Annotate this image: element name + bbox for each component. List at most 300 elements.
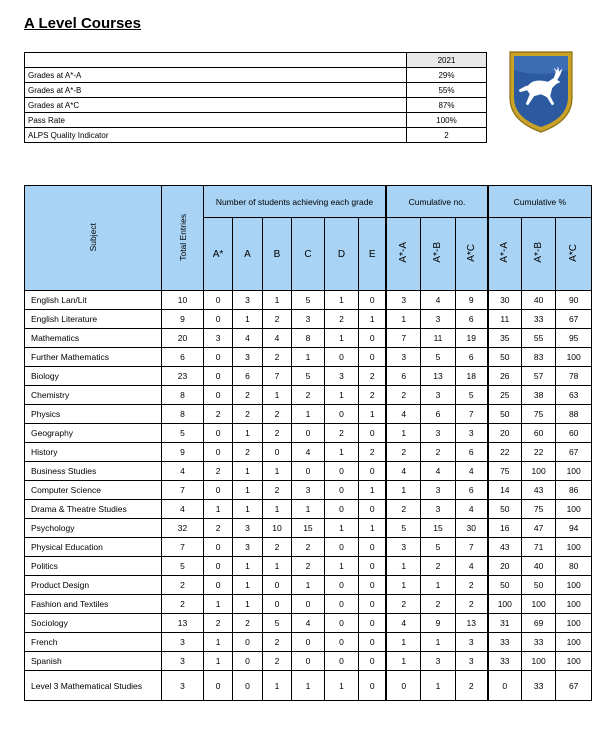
grade-count-cell: 0 [203,424,232,443]
summary-label: Grades at A*-A [25,68,407,83]
table-row [25,538,592,557]
grade-count-cell: 0 [359,462,386,481]
cumulative-no-cell: 7 [455,538,488,557]
cumulative-no-cell: 3 [421,424,456,443]
cumulative-no-cell: 3 [386,291,421,310]
cumulative-no-cell: 2 [455,671,488,701]
subject-cell: Drama & Theatre Studies [25,500,162,519]
cumulative-pct-cell: 0 [488,671,522,701]
grade-header: D [324,218,359,291]
subject-cell: Level 3 Mathematical Studies [25,671,162,701]
cumulative-pct-cell: 38 [521,386,556,405]
cumulative-no-cell: 7 [386,329,421,348]
grade-count-cell: 1 [292,671,325,701]
grade-count-cell: 2 [324,424,359,443]
grade-count-cell: 0 [203,557,232,576]
grade-count-cell: 0 [359,557,386,576]
grade-count-cell: 1 [262,557,291,576]
total-entries-cell: 4 [162,500,204,519]
cumulative-no-cell: 9 [421,614,456,633]
cum-no-header: A*-B [421,218,456,291]
cumulative-no-cell: 1 [386,652,421,671]
grade-count-cell: 2 [233,443,262,462]
grade-count-cell: 1 [233,595,262,614]
cum-pct-header: A*C [556,218,592,291]
subject-cell: Spanish [25,652,162,671]
grade-count-cell: 1 [233,462,262,481]
subject-cell: English Literature [25,310,162,329]
cumulative-no-cell: 4 [455,500,488,519]
page-title: A Level Courses [24,15,141,32]
cumulative-no-cell: 1 [386,424,421,443]
grade-count-cell: 0 [324,595,359,614]
cumulative-pct-cell: 33 [521,671,556,701]
cumulative-pct-cell: 20 [488,424,522,443]
grade-count-cell: 1 [292,576,325,595]
total-entries-cell: 8 [162,386,204,405]
cum-pct-header: A*-B [521,218,556,291]
summary-value: 100% [407,113,487,128]
grade-count-cell: 0 [203,443,232,462]
achieving-group-header: Number of students achieving each grade [203,186,386,218]
summary-label: ALPS Quality Indicator [25,128,407,143]
subject-header: Subject [25,186,162,291]
table-row [25,443,592,462]
total-entries-cell: 2 [162,576,204,595]
cumulative-pct-cell: 78 [556,367,592,386]
subject-cell: Sociology [25,614,162,633]
cumulative-pct-cell: 30 [488,291,522,310]
subject-cell: Computer Science [25,481,162,500]
total-entries-cell: 5 [162,557,204,576]
cumulative-no-cell: 6 [455,348,488,367]
cumulative-pct-cell: 60 [556,424,592,443]
grade-count-cell: 4 [233,329,262,348]
cumulative-no-cell: 5 [386,519,421,538]
grade-count-cell: 1 [292,500,325,519]
cumulative-no-cell: 3 [421,500,456,519]
grade-count-cell: 2 [292,538,325,557]
cum-pct-header: A*-A [488,218,522,291]
grade-count-cell: 2 [203,519,232,538]
cumulative-pct-cell: 63 [556,386,592,405]
grade-count-cell: 2 [359,386,386,405]
grade-count-cell: 1 [359,481,386,500]
cumulative-no-cell: 4 [455,557,488,576]
grade-count-cell: 0 [262,443,291,462]
cumulative-pct-cell: 100 [556,348,592,367]
grade-count-cell: 0 [324,576,359,595]
grade-count-cell: 1 [324,519,359,538]
grade-count-cell: 1 [292,348,325,367]
grade-count-cell: 5 [262,614,291,633]
grade-count-cell: 1 [233,576,262,595]
cumulative-pct-cell: 75 [521,405,556,424]
grade-count-cell: 1 [324,329,359,348]
cumulative-pct-cell: 100 [521,462,556,481]
grade-count-cell: 3 [233,519,262,538]
cumulative-pct-cell: 100 [521,652,556,671]
cumulative-pct-cell: 33 [488,652,522,671]
cumulative-pct-cell: 57 [521,367,556,386]
subject-cell: Geography [25,424,162,443]
grade-count-cell: 1 [233,557,262,576]
subject-cell: Product Design [25,576,162,595]
cumulative-pct-cell: 67 [556,443,592,462]
total-entries-cell: 32 [162,519,204,538]
total-entries-cell: 20 [162,329,204,348]
grade-count-cell: 2 [262,405,291,424]
cumulative-pct-cell: 80 [556,557,592,576]
cumulative-no-cell: 4 [421,462,456,481]
subject-cell: Fashion and Textiles [25,595,162,614]
grade-count-cell: 2 [233,614,262,633]
grade-count-cell: 0 [359,329,386,348]
total-entries-cell: 3 [162,652,204,671]
grade-count-cell: 0 [359,576,386,595]
grade-count-cell: 2 [359,443,386,462]
summary-label: Grades at A*-B [25,83,407,98]
cumulative-no-cell: 3 [421,652,456,671]
grade-count-cell: 2 [292,386,325,405]
cumulative-no-cell: 3 [455,652,488,671]
cumulative-no-cell: 2 [421,557,456,576]
grade-count-cell: 2 [324,310,359,329]
cumulative-no-cell: 4 [386,462,421,481]
subject-cell: Biology [25,367,162,386]
cumulative-no-cell: 3 [421,386,456,405]
cumulative-pct-cell: 22 [488,443,522,462]
subject-cell: Psychology [25,519,162,538]
grade-count-cell: 3 [233,538,262,557]
cumulative-pct-cell: 100 [556,595,592,614]
grade-count-cell: 0 [233,633,262,652]
grade-count-cell: 0 [324,538,359,557]
cumulative-pct-cell: 50 [521,576,556,595]
cumulative-pct-cell: 67 [556,310,592,329]
cumulative-pct-cell: 25 [488,386,522,405]
cumulative-no-header: Cumulative no. [386,186,488,218]
subject-cell: English Lan/Lit [25,291,162,310]
cumulative-pct-cell: 20 [488,557,522,576]
grade-count-cell: 0 [359,614,386,633]
cumulative-pct-cell: 11 [488,310,522,329]
grade-count-cell: 0 [233,671,262,701]
cumulative-no-cell: 1 [421,633,456,652]
table-row [25,633,592,652]
cumulative-no-cell: 2 [455,576,488,595]
cumulative-no-cell: 19 [455,329,488,348]
cumulative-pct-cell: 55 [521,329,556,348]
cum-no-header: A*C [455,218,488,291]
grade-count-cell: 0 [359,633,386,652]
cumulative-pct-cell: 50 [488,348,522,367]
cumulative-pct-cell: 33 [521,310,556,329]
cumulative-pct-cell: 33 [488,633,522,652]
grade-count-cell: 1 [233,310,262,329]
grade-count-cell: 2 [203,405,232,424]
cumulative-pct-cell: 14 [488,481,522,500]
grade-count-cell: 0 [359,424,386,443]
grade-count-cell: 1 [292,405,325,424]
subject-cell: Business Studies [25,462,162,481]
grade-count-cell: 0 [359,500,386,519]
table-row [25,329,592,348]
grade-count-cell: 0 [324,405,359,424]
total-entries-cell: 9 [162,443,204,462]
grade-count-cell: 0 [203,386,232,405]
table-row [25,367,592,386]
cumulative-no-cell: 3 [455,424,488,443]
cumulative-pct-cell: 100 [556,576,592,595]
cumulative-no-cell: 13 [421,367,456,386]
grade-count-cell: 3 [292,481,325,500]
cumulative-pct-cell: 100 [556,633,592,652]
cumulative-no-cell: 0 [386,671,421,701]
total-entries-header: Total Entries [162,186,204,291]
grade-count-cell: 2 [262,633,291,652]
cumulative-no-cell: 5 [455,386,488,405]
cumulative-pct-cell: 100 [556,500,592,519]
table-row [25,595,592,614]
cumulative-pct-cell: 50 [488,405,522,424]
subject-cell: French [25,633,162,652]
grade-count-cell: 2 [359,367,386,386]
grade-count-cell: 0 [359,671,386,701]
total-entries-cell: 7 [162,538,204,557]
cumulative-pct-cell: 40 [521,291,556,310]
grade-header: E [359,218,386,291]
grade-count-cell: 1 [324,386,359,405]
grade-count-cell: 0 [359,595,386,614]
total-entries-cell: 7 [162,481,204,500]
table-row [25,652,592,671]
summary-value: 29% [407,68,487,83]
cumulative-no-cell: 1 [421,671,456,701]
grade-count-cell: 5 [292,291,325,310]
subject-cell: Physical Education [25,538,162,557]
cumulative-pct-cell: 67 [556,671,592,701]
table-row [25,405,592,424]
cumulative-no-cell: 2 [421,595,456,614]
cumulative-pct-cell: 75 [488,462,522,481]
cumulative-pct-cell: 47 [521,519,556,538]
grade-count-cell: 3 [233,291,262,310]
grade-count-cell: 6 [233,367,262,386]
cumulative-pct-cell: 31 [488,614,522,633]
table-header-row [25,186,592,218]
cumulative-pct-cell: 88 [556,405,592,424]
grade-count-cell: 0 [292,633,325,652]
table-row [25,424,592,443]
cumulative-no-cell: 6 [455,481,488,500]
table-row [25,310,592,329]
grade-count-cell: 0 [292,462,325,481]
total-entries-cell: 13 [162,614,204,633]
grade-count-cell: 0 [292,424,325,443]
table-row [25,557,592,576]
summary-value: 87% [407,98,487,113]
grade-count-cell: 15 [292,519,325,538]
grade-count-cell: 0 [262,576,291,595]
grade-count-cell: 2 [233,405,262,424]
cumulative-no-cell: 5 [421,348,456,367]
total-entries-cell: 10 [162,291,204,310]
grade-count-cell: 0 [203,310,232,329]
grade-count-cell: 0 [203,576,232,595]
cumulative-pct-cell: 100 [556,462,592,481]
summary-table [24,52,487,143]
grade-header: A* [203,218,232,291]
grade-count-cell: 2 [262,348,291,367]
cumulative-no-cell: 2 [421,443,456,462]
grade-count-cell: 1 [359,405,386,424]
total-entries-cell: 3 [162,671,204,701]
grade-count-cell: 2 [233,386,262,405]
cumulative-pct-cell: 94 [556,519,592,538]
cumulative-no-cell: 1 [386,576,421,595]
table-row [25,671,592,701]
grade-count-cell: 0 [324,633,359,652]
table-body [25,291,592,701]
cumulative-pct-cell: 83 [521,348,556,367]
cumulative-pct-cell: 100 [556,614,592,633]
cumulative-pct-cell: 100 [488,595,522,614]
grade-count-cell: 2 [262,652,291,671]
cumulative-no-cell: 7 [455,405,488,424]
cumulative-no-cell: 1 [386,310,421,329]
grade-count-cell: 1 [262,500,291,519]
grade-count-cell: 2 [292,557,325,576]
grade-count-cell: 0 [324,481,359,500]
cumulative-pct-cell: 43 [488,538,522,557]
cumulative-pct-cell: 100 [521,595,556,614]
grade-count-cell: 0 [262,595,291,614]
grade-header: B [262,218,291,291]
grade-count-cell: 0 [324,462,359,481]
cumulative-no-cell: 11 [421,329,456,348]
summary-header-row [25,53,487,68]
grade-count-cell: 0 [203,291,232,310]
total-entries-cell: 2 [162,595,204,614]
grade-count-cell: 0 [292,652,325,671]
cumulative-pct-cell: 100 [556,538,592,557]
cumulative-no-cell: 1 [386,557,421,576]
grade-header: C [292,218,325,291]
cumulative-no-cell: 3 [421,310,456,329]
grade-count-cell: 2 [203,614,232,633]
grade-count-cell: 1 [359,310,386,329]
grade-count-cell: 2 [262,481,291,500]
cumulative-no-cell: 1 [421,576,456,595]
cumulative-no-cell: 5 [421,538,456,557]
cumulative-pct-cell: 95 [556,329,592,348]
cum-no-header: A*-A [386,218,421,291]
grade-count-cell: 0 [203,348,232,367]
grade-count-cell: 0 [203,481,232,500]
subject-cell: Further Mathematics [25,348,162,367]
summary-value: 55% [407,83,487,98]
grade-count-cell: 1 [324,291,359,310]
cumulative-no-cell: 6 [455,443,488,462]
cumulative-pct-cell: 40 [521,557,556,576]
cumulative-no-cell: 15 [421,519,456,538]
grade-count-cell: 0 [359,538,386,557]
grade-count-cell: 3 [203,329,232,348]
subject-cell: History [25,443,162,462]
cumulative-pct-cell: 50 [488,500,522,519]
table-row [25,291,592,310]
cumulative-no-cell: 4 [386,405,421,424]
summary-year: 2021 [407,53,487,68]
cumulative-pct-cell: 90 [556,291,592,310]
subject-cell: Chemistry [25,386,162,405]
cumulative-no-cell: 18 [455,367,488,386]
table-row [25,462,592,481]
cumulative-no-cell: 6 [386,367,421,386]
cumulative-pct-cell: 35 [488,329,522,348]
grade-count-cell: 8 [292,329,325,348]
summary-label: Pass Rate [25,113,407,128]
grade-count-cell: 0 [203,538,232,557]
table-row [25,614,592,633]
summary-row [25,68,487,83]
grade-count-cell: 4 [262,329,291,348]
grade-count-cell: 0 [203,671,232,701]
cumulative-no-cell: 3 [421,481,456,500]
summary-value: 2 [407,128,487,143]
summary-header-blank [25,53,407,68]
cumulative-no-cell: 6 [455,310,488,329]
total-entries-cell: 23 [162,367,204,386]
summary-row [25,83,487,98]
grade-count-cell: 2 [262,310,291,329]
cumulative-no-cell: 4 [455,462,488,481]
cumulative-no-cell: 2 [386,386,421,405]
subject-cell: Physics [25,405,162,424]
total-entries-cell: 8 [162,405,204,424]
grade-count-cell: 2 [203,462,232,481]
grade-count-cell: 3 [233,348,262,367]
grade-count-cell: 0 [324,348,359,367]
grade-header: A [233,218,262,291]
grade-count-cell: 2 [262,424,291,443]
table-row [25,519,592,538]
cumulative-no-cell: 2 [455,595,488,614]
grade-count-cell: 1 [233,424,262,443]
cumulative-pct-cell: 22 [521,443,556,462]
cumulative-pct-cell: 75 [521,500,556,519]
table-row [25,500,592,519]
grade-count-cell: 7 [262,367,291,386]
cumulative-pct-cell: 26 [488,367,522,386]
cumulative-pct-cell: 86 [556,481,592,500]
cumulative-pct-cell: 50 [488,576,522,595]
cumulative-no-cell: 3 [455,633,488,652]
grade-count-cell: 2 [262,538,291,557]
cumulative-no-cell: 3 [386,348,421,367]
grade-count-cell: 3 [324,367,359,386]
cumulative-no-cell: 13 [455,614,488,633]
total-entries-cell: 4 [162,462,204,481]
cumulative-no-cell: 9 [455,291,488,310]
cumulative-no-cell: 2 [386,500,421,519]
grade-count-cell: 0 [292,595,325,614]
grade-count-cell: 1 [324,557,359,576]
grade-count-cell: 1 [324,443,359,462]
table-row [25,386,592,405]
results-table [24,185,592,701]
